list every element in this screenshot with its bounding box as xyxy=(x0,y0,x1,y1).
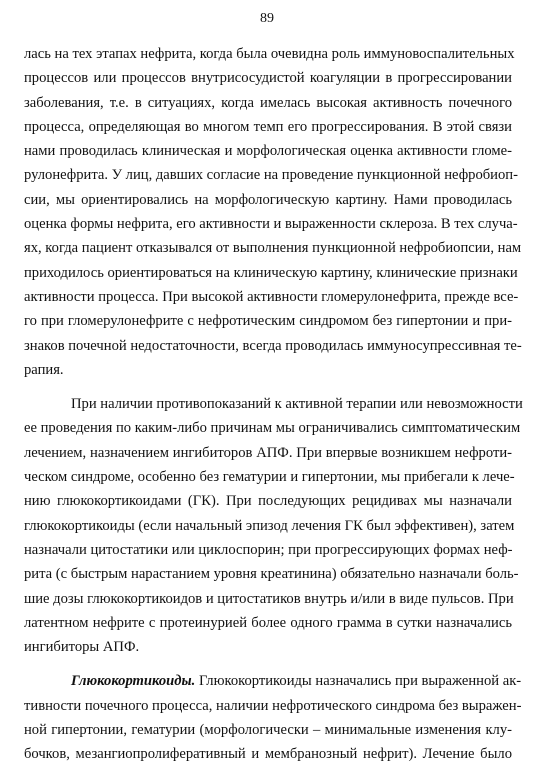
text-line: активности процесса. При высокой активности гломерулонефрита, прежде все- xyxy=(24,288,519,305)
text-line: лась на тех этапах нефрита, когда была очевидна роль иммуновоспалительных xyxy=(24,46,515,62)
text-line: заболевания, т.е. в ситуациях, когда имелась высокая активность почечного xyxy=(24,94,512,111)
text-line: ее проведения по каким-либо причинам мы ограничивались симптоматическим xyxy=(24,420,521,437)
text-line: рита (с быстрым нарастанием уровня креатинина) обязательно назначали боль- xyxy=(24,566,519,583)
paragraph-1 xyxy=(24,42,522,382)
text-line: приходилось ориентироваться на клиническую картину, клинические признаки xyxy=(24,264,518,281)
text-line: оценка формы нефрита, его активности и выраженности склероза. В тех случа- xyxy=(24,216,518,233)
text-line: назначали цитостатики или циклоспорин; при прогрессирующих формах неф- xyxy=(24,541,513,558)
text-line: знаков почечной недостаточности, всегда проводилась иммуносупрессивная те- xyxy=(24,337,522,354)
text-line: глюкокортикоиды (если начальный эпизод лечения ГК был эффективен), затем xyxy=(24,517,515,534)
text-line: ях, когда пациент отказывался от выполнения пункционной нефробиопсии, нам xyxy=(24,240,522,257)
paragraph-3 xyxy=(24,669,522,766)
text-line: нами проводилась клиническая и морфологическая оценка активности гломе- xyxy=(24,143,512,160)
text-line xyxy=(24,669,522,693)
page-number: 89 xyxy=(260,11,274,26)
text-line: рапия. xyxy=(24,361,64,378)
text-line: бочков, мезангиопролиферативный и мембранозный нефрит). Лечение было xyxy=(24,746,512,763)
text-line: го при гломерулонефрите с нефротическим синдромом без гипертонии и при- xyxy=(24,313,512,330)
text-line: ческом синдроме, особенно без гематурии и гипертонии, мы прибегали к лече- xyxy=(24,469,515,486)
heading-line-rest: Глюкокортикоиды назначались при выраженной ак- xyxy=(195,673,522,690)
text-line: шие дозы глюкокортикоидов и цитостатиков внутрь и/или в виде пульсов. При xyxy=(24,590,514,607)
text-line: ной гипертонии, гематурии (морфологически – минимальные изменения клу- xyxy=(24,722,512,739)
text-line: рулонефрита. У лиц, давших согласие на проведение пункционной нефробиоп- xyxy=(24,167,518,184)
paragraph-2 xyxy=(24,392,523,659)
text-line: тивности почечного процесса, наличии нефротического синдрома без выражен- xyxy=(24,697,522,714)
text-line: лечением, назначением ингибиторов АПФ. При впервые возникшем нефроти- xyxy=(24,444,512,461)
text-line: процесса, определяющая во многом темп его прогрессирования. В этой связи xyxy=(24,118,512,135)
section-heading: Глюкокортикоиды. xyxy=(71,673,196,690)
text-line: нию глюкокортикоидами (ГК). При последующих рецидивах мы назначали xyxy=(24,493,512,510)
body-text xyxy=(24,42,523,767)
text-line: латентном нефрите с протеинурией более одного грамма в сутки назначались xyxy=(24,614,512,631)
text-line: ингибиторы АПФ. xyxy=(24,639,140,656)
text-line: процессов или процессов внутрисосудистой коагуляции в прогрессировании xyxy=(24,70,512,87)
text-line: При наличии противопоказаний к активной терапии или невозможности xyxy=(71,396,523,413)
text-line: сии, мы ориентировались на морфологическую картину. Нами проводилась xyxy=(24,191,512,208)
